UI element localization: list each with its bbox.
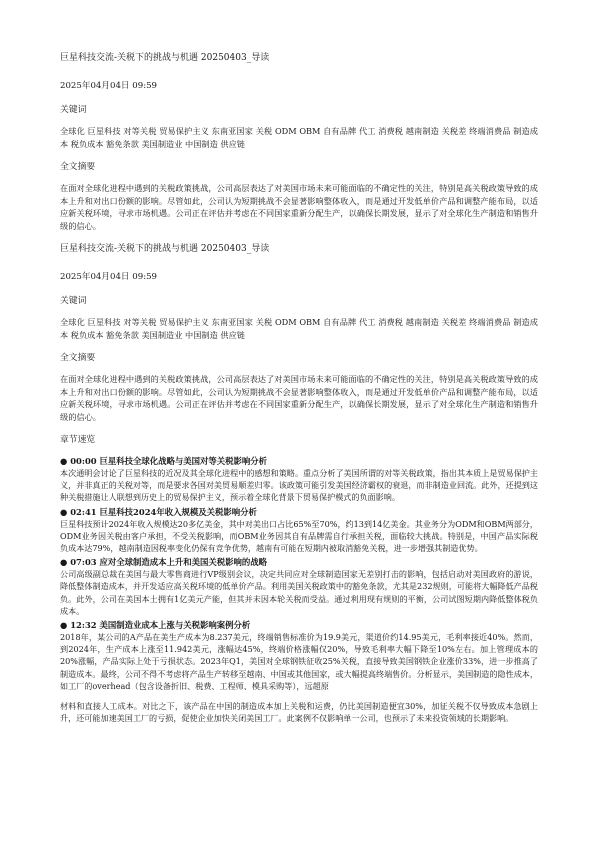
doc-date-repeat: 2025年04月04日 09:59 bbox=[60, 272, 158, 282]
document-page bbox=[60, 52, 538, 724]
summary-text: 在面对全球化进程中遇到的关税政策挑战，公司高层表达了对美国市场未来可能面临的不确定性的关注，特别是高关税政策导致的成本上升和对出口份额的影响。尽管如此，公司认为短期挑战不会显著影响整体收入，而是通过开发低单价产品和调整产能布局，以适应新关税环境，寻求市场机遇。公司正在评估并考虑在不同国家重新分配生产，以确保长期发展，显示了对全球化生产制造和销售升级的信心。 bbox=[60, 183, 538, 231]
chapter-body: 巨星科技预计2024年收入规模达20多亿美金，其中对美出口占比65%至70%，约13到14亿美金。其业务分为ODM和OBM两部分，ODM业务因关税由客户承担，不受关税影响，而OBM业务因其自有品牌需自行承担关税，面临较大挑战。特别是，中国产品实际税负成本达79%，越南制造因税率变化仍保有竞争优势，越南有可能在短期内被取消豁免关税，进一步增强其制造优势。 bbox=[60, 518, 538, 554]
chapter-tail-text: 材料和直接人工成本。对比之下，该产品在中国的制造成本加上关税和运费，仍比美国制造便宜30%，加征关税不仅导致成本急剧上升，还可能加速美国工厂的亏损，促使企业加快关闭美国工厂。此案例不仅影响单一公司，也预示了未来投资领域的长期影响。 bbox=[60, 701, 538, 724]
chapters-heading: 章节速览 bbox=[60, 435, 96, 445]
chapter-heading[interactable]: ● 07:03 应对全球制造成本上升和美国关税影响的战略 bbox=[60, 557, 268, 568]
doc-title-repeat: 巨星科技交流-关税下的挑战与机遇 20250403_导读 bbox=[60, 244, 270, 254]
doc-title: 巨星科技交流-关税下的挑战与机遇 20250403_导读 bbox=[60, 53, 270, 63]
keywords-heading: 关键词 bbox=[60, 105, 87, 115]
doc-date: 2025年04月04日 09:59 bbox=[60, 81, 158, 91]
chapter-item bbox=[60, 506, 538, 555]
keywords-heading-repeat: 关键词 bbox=[60, 296, 87, 306]
chapter-body: 公司高级副总裁在美国与最大零售商进行VP级别会议，决定共同应对全球制造国家无差别打击的影响，包括启动对美国政府的游说，降低整体制造成本，并开发适应高关税环境的低单价产品。利用美国关税政策中的豁免条款，尤其是232规则，可能将大幅降低产品税负。此外，公司在美国本土拥有1亿美元产能，但其并未因本轮关税而受益。通过利用现有规则的平衡，公司试图短期内降低整体税负成本。 bbox=[60, 569, 538, 616]
summary-text-repeat: 在面对全球化进程中遇到的关税政策挑战，公司高层表达了对美国市场未来可能面临的不确定性的关注，特别是高关税政策导致的成本上升和对出口份额的影响。尽管如此，公司认为短期挑战不会显著影响整体收入，而是通过开发低单价产品和调整产能布局，以适应新关税环境，寻求市场机遇。公司正在评估并考虑在不同国家重新分配生产，以确保长期发展，显示了对全球化生产制造和销售升级的信心。 bbox=[60, 374, 538, 422]
chapter-item bbox=[60, 619, 538, 692]
summary-heading-repeat: 全文摘要 bbox=[60, 353, 96, 363]
chapter-heading[interactable]: ● 02:41 巨星科技2024年收入规模及关税影响分析 bbox=[60, 506, 257, 517]
keywords-text: 全球化 巨星科技 对等关税 贸易保护主义 东南亚国家 关税 ODM OBM 自有品牌 代工 消费税 越南制造 关税差 终端消费品 制造成本 税负成本 豁免条款 美国制造业 中国制造 供应链 bbox=[60, 126, 538, 149]
keywords-text-repeat: 全球化 巨星科技 对等关税 贸易保护主义 东南亚国家 关税 ODM OBM 自有品牌 代工 消费税 越南制造 关税差 终端消费品 制造成本 税负成本 豁免条款 美国制造业 中国制造 供应链 bbox=[60, 317, 538, 340]
chapter-heading[interactable]: ● 12:32 美国制造业成本上涨与关税影响案例分析 bbox=[60, 620, 251, 631]
summary-heading: 全文摘要 bbox=[60, 162, 96, 172]
chapter-item bbox=[60, 556, 538, 617]
chapter-item bbox=[60, 455, 538, 504]
chapter-body: 本次通明会讨论了巨星科技的近况及其全球化进程中的感想和策略。重点分析了美国所谓的对等关税政策，指出其本质上是贸易保护主义，并非真正的关税对等，而是要求各国对美贸易顺差归零。该政策可能引发美国经济霸权的衰退，而非制造业回流。此外，还提到这种关税措施让人联想到历史上的贸易保护主义，预示着全球化背景下贸易保护模式的负面影响。 bbox=[60, 468, 538, 503]
chapter-heading[interactable]: ● 00:00 巨星科技全球化战略与美国对等关税影响分析 bbox=[60, 456, 268, 466]
chapter-body: 2018年，某公司的A产品在美生产成本为8.237美元，终端销售标准价为19.9美元，渠道价约14.95美元，毛利率接近40%。然而，到2024年，生产成本上涨至11.942美元，涨幅达45%，终端价格涨幅仅20%，导致毛利率大幅下降至10%左右。加上管理成本的20%涨幅，产品实际上处于亏损状态。2023年Q1，美国对全球钢铁征收25%关税，直接导致美国钢铁企业涨价33%，进一步推高了制造成本。最终，公司不得不考虑将产品生产转移至越南、中国或其他国家，或大幅提高终端售价。分析显示，美国制造的隐性成本，如工厂的overhead（包含设备折旧、税费、工程师、模具采购等），远超原 bbox=[60, 632, 538, 691]
